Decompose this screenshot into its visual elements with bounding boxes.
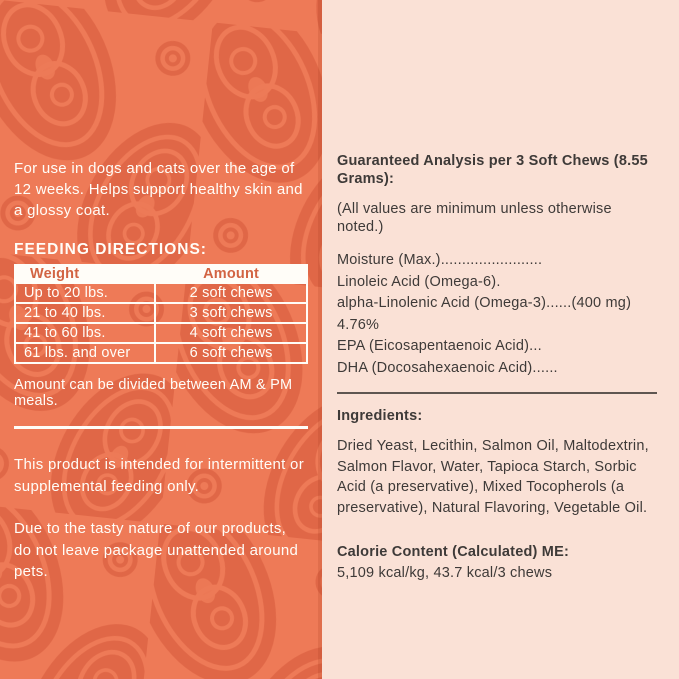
feeding-directions-table [14,264,308,364]
guaranteed-analysis-subtitle: (All values are minimum unless otherwise noted.) [337,201,612,235]
analysis-item-dha: DHA (Docosahexaenoic Acid)...... [337,359,558,376]
table-row [15,303,307,323]
usage-text: For use in dogs and cats over the age of 12 weeks. Helps support healthy skin and a glossy coat. [14,160,303,219]
calorie-content-title: Calorie Content (Calculated) ME: [337,544,569,560]
analysis-item-moisture: Moisture (Max.)........................ [337,252,543,268]
table-row [15,283,307,303]
ingredients-list: Dried Yeast, Lecithin, Salmon Oil, Maltodextrin, Salmon Flavor, Water, Tapioca Starch, Sorbic Acid (a preservative), Mixed Tocopherols (a preservative), Natural Flavoring, Vegetable Oil. [337,438,649,516]
left-panel-content [0,0,322,679]
feeding-directions-title: FEEDING DIRECTIONS: [14,241,207,258]
amount-column-header: Amount [155,265,307,283]
weight-column-header: Weight [15,265,155,283]
weight-cell: 21 to 40 lbs. [15,303,155,323]
calorie-content-value: 5,109 kcal/kg, 43.7 kcal/3 chews [337,565,553,581]
right-panel [322,0,679,679]
table-row [15,323,307,343]
analysis-item-epa: EPA (Eicosapentaenoic Acid)... [337,338,542,354]
table-row [15,343,307,363]
table-header-row [15,265,307,283]
divider [14,426,308,429]
guaranteed-analysis-list [337,250,657,379]
weight-cell: 61 lbs. and over [15,343,155,363]
weight-cell: Up to 20 lbs. [15,283,155,303]
amount-cell: 2 soft chews [155,283,307,303]
analysis-item-alpha-linolenic: alpha-Linolenic Acid (Omega-3)......(400 mg) 4.76% [337,295,632,333]
left-panel [0,0,322,679]
analysis-item-linoleic: Linoleic Acid (Omega-6). [337,273,501,290]
disclaimer-intermittent: This product is intended for intermittent or supplemental feeding only. [14,456,304,495]
guaranteed-analysis-title: Guaranteed Analysis per 3 Soft Chews (8.55 Grams): [337,153,648,187]
divider [337,392,657,394]
feeding-note: Amount can be divided between AM & PM meals. [14,377,293,409]
amount-cell: 3 soft chews [155,303,307,323]
amount-cell: 6 soft chews [155,343,307,363]
weight-cell: 41 to 60 lbs. [15,323,155,343]
ingredients-title: Ingredients: [337,408,423,424]
disclaimer-unattended: Due to the tasty nature of our products, do not leave package unattended around pets. [14,520,299,580]
amount-cell: 4 soft chews [155,323,307,343]
